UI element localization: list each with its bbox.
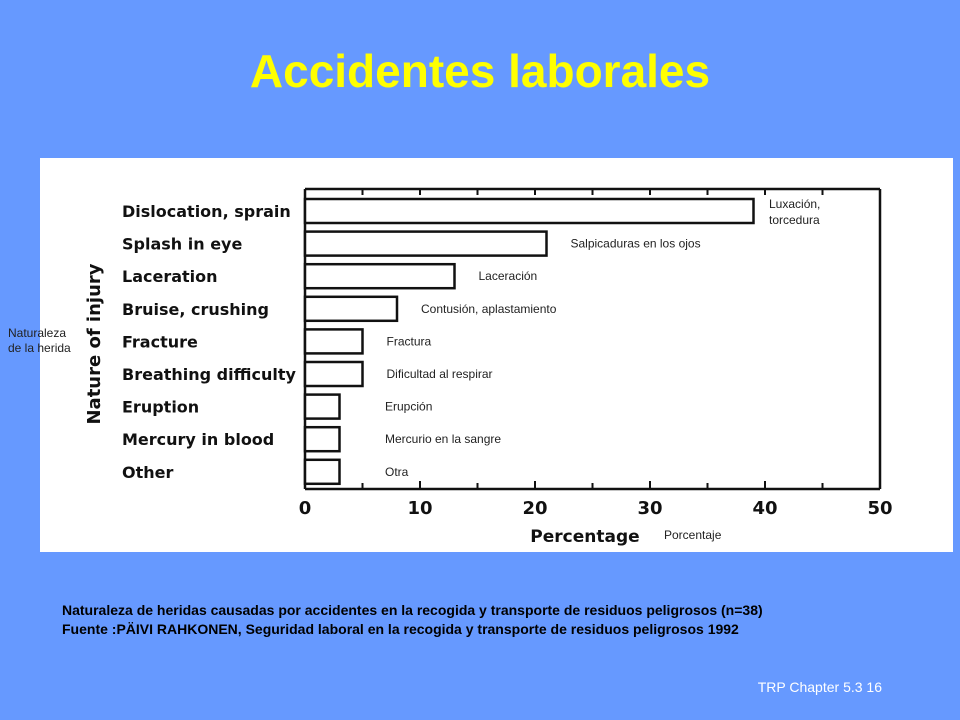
category-label-es: Laceración <box>478 269 538 284</box>
category-label: Breathing difficulty <box>122 365 296 384</box>
ylabel-es-line1: Naturaleza <box>8 326 67 340</box>
ylabel-es-line2: de la herida <box>8 341 71 355</box>
chart-caption <box>62 601 942 639</box>
category-label: Mercury in blood <box>122 430 275 450</box>
bar <box>305 199 754 223</box>
category-label: Eruption <box>122 397 200 417</box>
slide-footer: TRP Chapter 5.3 16 <box>757 679 882 695</box>
category-label: Laceration <box>122 267 218 287</box>
bar <box>305 460 340 484</box>
category-label-es: Dificultad al respirar <box>386 367 493 381</box>
category-label: Splash in eye <box>122 234 243 254</box>
bar <box>305 232 547 256</box>
bar <box>305 297 397 321</box>
x-tick-label: 10 <box>407 498 433 519</box>
slide-title: Accidentes laborales <box>249 45 711 97</box>
bar <box>305 427 340 451</box>
category-label-es: Contusión, aplastamiento <box>421 301 557 316</box>
x-tick-label: 50 <box>867 498 893 519</box>
category-label-es: Luxación, <box>769 197 821 211</box>
caption-line2: Fuente :PÄIVI RAHKONEN, Seguridad laboral en la recogida y transporte de residuos peligrosos 1992 <box>62 621 739 637</box>
bar <box>305 362 363 386</box>
chart-panel <box>8 158 953 552</box>
category-label-es: Otra <box>385 464 409 479</box>
category-label: Dislocation, sprain <box>122 202 291 221</box>
category-label-es: Salpicaduras en los ojos <box>570 236 701 251</box>
ylabel-es <box>8 326 71 356</box>
bar <box>305 395 340 419</box>
x-tick-label: 30 <box>637 498 663 519</box>
bar <box>305 264 455 288</box>
xlabel-es: Porcentaje <box>664 528 722 542</box>
category-label: Fracture <box>122 332 198 352</box>
x-tick-label: 40 <box>752 498 778 519</box>
category-label: Other <box>122 462 174 482</box>
category-label-es: Fractura <box>386 334 432 349</box>
category-label-es: torcedura <box>769 213 820 227</box>
category-label-es: Mercurio en la sangre <box>385 432 502 447</box>
caption-line1: Naturaleza de heridas causadas por accidentes en la recogida y transporte de residuos peligrosos (n=38) <box>62 602 763 618</box>
x-axis-label: Percentage <box>530 527 640 547</box>
category-label-es: Erupción <box>385 399 433 414</box>
x-tick-label: 0 <box>298 498 312 519</box>
y-axis-label: Nature of injury <box>84 263 105 425</box>
bar <box>305 329 363 353</box>
x-tick-label: 20 <box>522 498 548 519</box>
injury-bar-chart <box>40 158 953 552</box>
category-label: Bruise, crushing <box>122 299 269 319</box>
